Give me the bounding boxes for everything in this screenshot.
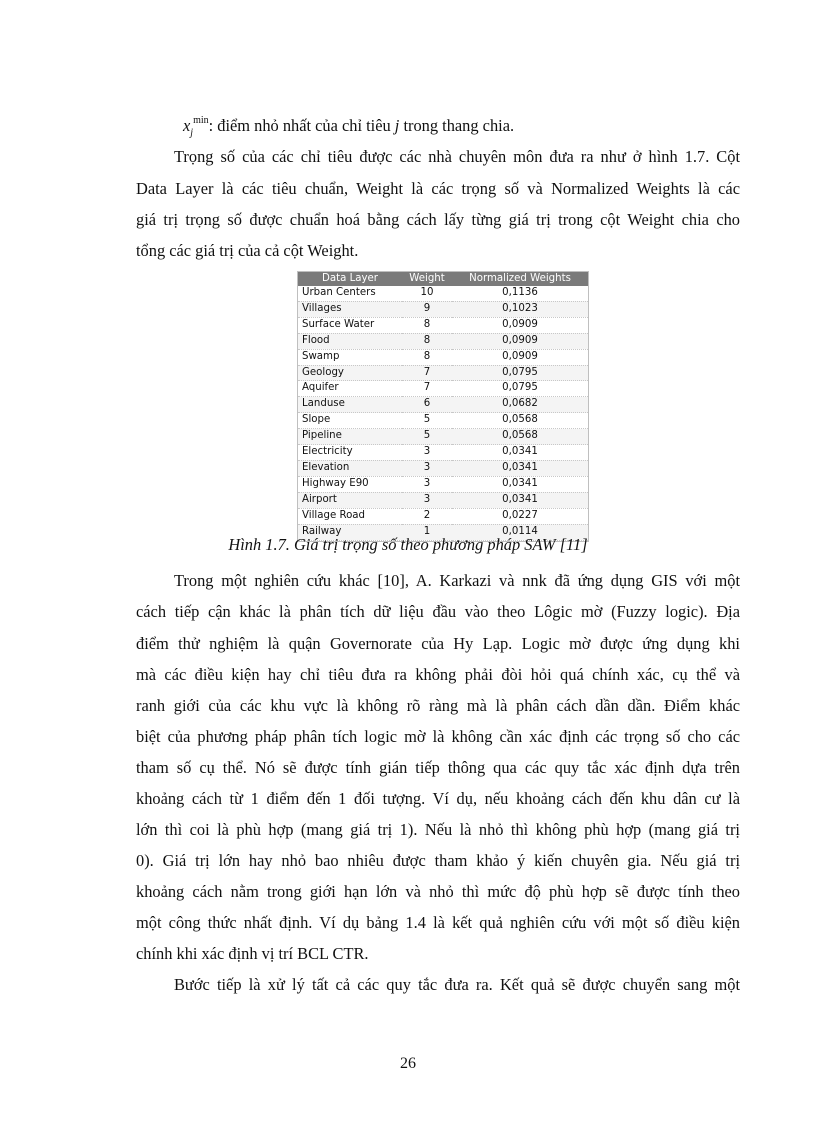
cell-weight: 5 bbox=[402, 429, 452, 445]
figure-caption: Hình 1.7. Giá trị trọng số theo phương pháp SAW [11] bbox=[228, 535, 588, 554]
var-text-2: trong thang chia. bbox=[399, 116, 515, 135]
para1-line: tổng các giá trị của cả cột Weight. bbox=[136, 241, 359, 260]
cell-weight: 10 bbox=[402, 286, 452, 301]
table-row bbox=[298, 476, 588, 492]
cell-weight: 7 bbox=[402, 381, 452, 397]
table-row bbox=[298, 349, 588, 365]
cell-data-layer: Flood bbox=[298, 333, 402, 349]
cell-data-layer: Urban Centers bbox=[298, 286, 402, 301]
cell-data-layer: Elevation bbox=[298, 460, 402, 476]
cell-normalized-weight: 0,0341 bbox=[452, 492, 588, 508]
table-row bbox=[298, 413, 588, 429]
cell-data-layer: Slope bbox=[298, 413, 402, 429]
var-text-1: : điểm nhỏ nhất của chỉ tiêu bbox=[208, 116, 395, 135]
variable-definition bbox=[183, 116, 514, 138]
cell-normalized-weight: 0,0568 bbox=[452, 429, 588, 445]
cell-normalized-weight: 0,0114 bbox=[452, 524, 588, 540]
cell-weight: 8 bbox=[402, 349, 452, 365]
table-row bbox=[298, 508, 588, 524]
cell-data-layer: Swamp bbox=[298, 349, 402, 365]
cell-normalized-weight: 0,0909 bbox=[452, 317, 588, 333]
cell-normalized-weight: 0,0795 bbox=[452, 381, 588, 397]
var-sub: j bbox=[190, 127, 194, 139]
table-row bbox=[298, 317, 588, 333]
cell-data-layer: Aquifer bbox=[298, 381, 402, 397]
table-row bbox=[298, 429, 588, 445]
cell-data-layer: Airport bbox=[298, 492, 402, 508]
cell-data-layer: Pipeline bbox=[298, 429, 402, 445]
header-data-layer: Data Layer bbox=[298, 272, 402, 286]
para2-line: một công thức nhất định. Ví dụ bảng 1.4 là kết quả nghiên cứu với một số điều kiện bbox=[136, 913, 740, 932]
para2-line: tham số cụ thể. Nó sẽ được tính gián tiếp thông qua các quy tắc xác định dựa trên bbox=[136, 758, 740, 777]
cell-normalized-weight: 0,0341 bbox=[452, 445, 588, 461]
para1-line: giá trị trọng số được chuẩn hoá bằng cách lấy từng giá trị trong cột Weight chia cho bbox=[136, 210, 740, 229]
table-row bbox=[298, 333, 588, 349]
cell-weight: 3 bbox=[402, 476, 452, 492]
cell-normalized-weight: 0,0909 bbox=[452, 349, 588, 365]
table-row bbox=[298, 397, 588, 413]
cell-normalized-weight: 0,0682 bbox=[452, 397, 588, 413]
cell-data-layer: Landuse bbox=[298, 397, 402, 413]
para2-line: chính khi xác định vị trí BCL CTR. bbox=[136, 944, 369, 963]
table-row bbox=[298, 365, 588, 381]
cell-weight: 9 bbox=[402, 301, 452, 317]
var-sup: min bbox=[193, 114, 209, 126]
cell-normalized-weight: 0,0341 bbox=[452, 460, 588, 476]
cell-data-layer: Surface Water bbox=[298, 317, 402, 333]
para2-line: biệt của phương pháp phân tích logic mờ là không cần xác định các trọng số cho các bbox=[136, 727, 740, 746]
para3-line: Bước tiếp là xử lý tất cả các quy tắc đưa ra. Kết quả sẽ được chuyển sang một bbox=[174, 975, 740, 994]
para2-line: khoảng cách từ 1 điểm đến 1 đối tượng. Ví dụ, nếu khoảng cách đến khu dân cư là bbox=[136, 789, 740, 808]
cell-normalized-weight: 0,0568 bbox=[452, 413, 588, 429]
cell-weight: 3 bbox=[402, 460, 452, 476]
cell-weight: 2 bbox=[402, 508, 452, 524]
para2-line: Trong một nghiên cứu khác [10], A. Karkazi và nnk đã ứng dụng GIS với một bbox=[174, 571, 740, 590]
table-row bbox=[298, 492, 588, 508]
weights-table-figure bbox=[297, 271, 589, 542]
table-row bbox=[298, 381, 588, 397]
para2-line: điểm thử nghiệm là quận Governorate của Hy Lạp. Logic mờ được ứng dụng khi bbox=[136, 634, 740, 653]
cell-normalized-weight: 0,0341 bbox=[452, 476, 588, 492]
weights-table bbox=[298, 272, 588, 541]
header-weight: Weight bbox=[402, 272, 452, 286]
para1-line: Data Layer là các tiêu chuẩn, Weight là các trọng số và Normalized Weights là các bbox=[136, 179, 740, 198]
para2-line: mà các điều kiện hay chỉ tiêu đưa ra không phải đòi hỏi quá chính xác, cụ thể và bbox=[136, 665, 740, 684]
cell-weight: 8 bbox=[402, 317, 452, 333]
cell-data-layer: Electricity bbox=[298, 445, 402, 461]
para1-line: Trọng số của các chỉ tiêu được các nhà chuyên môn đưa ra như ở hình 1.7. Cột bbox=[174, 147, 740, 166]
cell-weight: 7 bbox=[402, 365, 452, 381]
cell-data-layer: Railway bbox=[298, 524, 402, 540]
table-row bbox=[298, 445, 588, 461]
cell-weight: 6 bbox=[402, 397, 452, 413]
cell-weight: 5 bbox=[402, 413, 452, 429]
table-row bbox=[298, 301, 588, 317]
para2-line: khoảng cách nằm trong giới hạn lớn và nhỏ thì mức độ phù hợp sẽ được tính theo bbox=[136, 882, 740, 901]
cell-weight: 3 bbox=[402, 492, 452, 508]
cell-normalized-weight: 0,0909 bbox=[452, 333, 588, 349]
cell-data-layer: Highway E90 bbox=[298, 476, 402, 492]
cell-normalized-weight: 0,0795 bbox=[452, 365, 588, 381]
para2-line: cách tiếp cận khác là phân tích dữ liệu đầu vào theo Lôgic mờ (Fuzzy logic). Địa bbox=[136, 602, 740, 621]
para2-line: ranh giới của các khu vực là không rõ ràng mà là phân cách dần dần. Điểm khác bbox=[136, 696, 740, 715]
cell-normalized-weight: 0,1023 bbox=[452, 301, 588, 317]
var-j: j bbox=[394, 116, 400, 135]
page-number: 26 bbox=[400, 1055, 416, 1072]
cell-data-layer: Village Road bbox=[298, 508, 402, 524]
cell-weight: 1 bbox=[402, 524, 452, 540]
cell-normalized-weight: 0,1136 bbox=[452, 286, 588, 301]
cell-weight: 3 bbox=[402, 445, 452, 461]
cell-normalized-weight: 0,0227 bbox=[452, 508, 588, 524]
cell-weight: 8 bbox=[402, 333, 452, 349]
cell-data-layer: Villages bbox=[298, 301, 402, 317]
header-normalized-weights: Normalized Weights bbox=[452, 272, 588, 286]
table-row bbox=[298, 286, 588, 301]
cell-data-layer: Geology bbox=[298, 365, 402, 381]
para2-line: lớn thì coi là phù hợp (mang giá trị 1). Nếu là nhỏ thì không phù hợp (mang giá trị bbox=[136, 820, 740, 839]
table-row bbox=[298, 460, 588, 476]
var-letter: x bbox=[183, 116, 191, 135]
para2-line: 0). Giá trị lớn hay nhỏ bao nhiêu được tham khảo ý kiến chuyên gia. Nếu giá trị bbox=[136, 851, 740, 870]
